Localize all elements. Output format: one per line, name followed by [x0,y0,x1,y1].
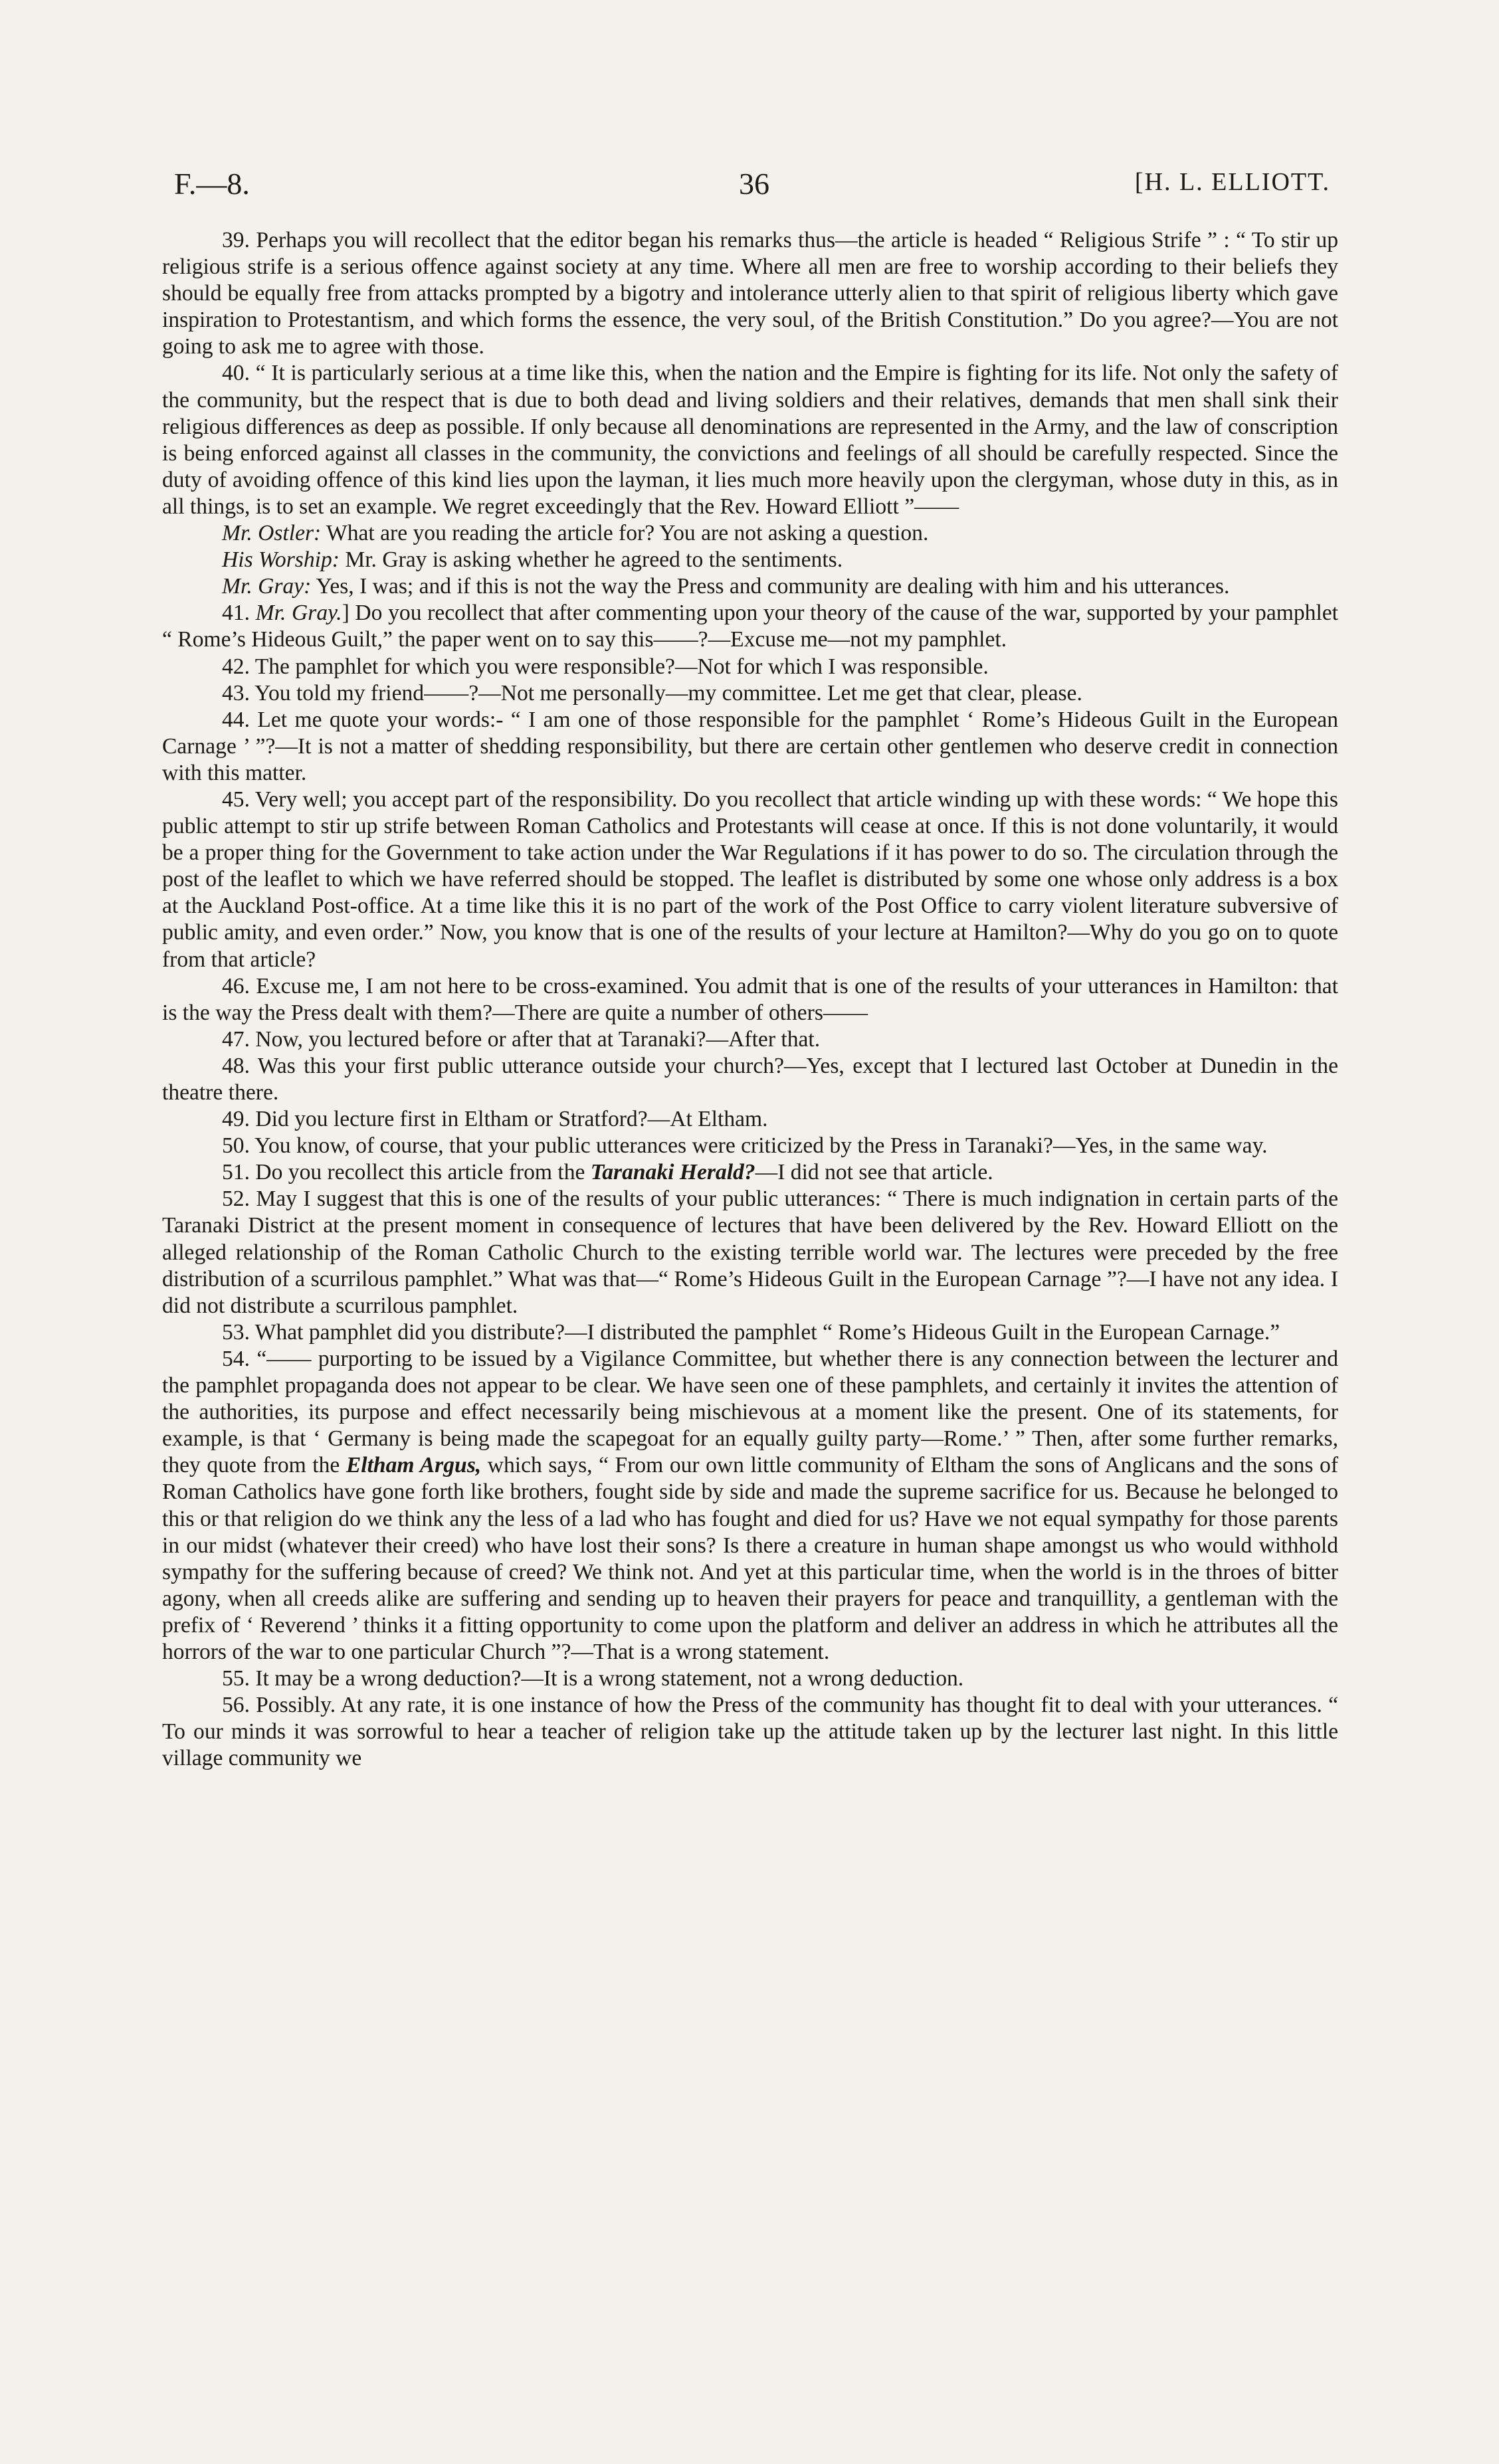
paragraph-42: 42. The pamphlet for which you were responsible?—Not for which I was responsible. [222,654,989,679]
paragraph-41: 41. Mr. Gray.] Do you recollect that after commenting upon your theory of the cause of the war, supported by your pamphlet “ Rome’s Hideous Guilt,” the paper went on to say this——?—Excuse me—not my pamphlet. [162,601,1339,652]
page-header [174,166,1330,213]
paragraph-50: 50. You know, of course, that your public utterances were criticized by the Press in Taranaki?—Yes, in the same way. [222,1133,1268,1159]
paragraph-54: 54. “—— purporting to be issued by a Vigilance Committee, but whether there is any connection between the lecturer and the pamphlet propaganda does not appear to be clear. We have seen one of these pamphlets, and certainly it invites the attention of the authorities, its purpose and effect necessarily being mischievous at a moment like the present. One of its statements, for example, is that ‘ Germany is being made the scapegoat for an equally guilty party—Rome.’ ” Then, after some further remarks, they quote from the Eltham Argus, which says, “ From our own little community of Eltham the sons of Anglicans and the sons of Roman Catholics have gone forth like brothers, fought side by side and made the supreme sacrifice for us. Because he belonged to this or that religion do we think any the less of a lad who has fought and died for us? Have we not equal sympathy for those parents in our midst (whatever their creed) who have lost their sons? Is there a creature in human shape amongst us who would withhold sympathy for the suffering because of creed? We think not. And yet at this particular time, when the world is in the throes of bitter agony, when all creeds alike are suffering and sending up to heaven their prayers for peace and tranquillity, a gentleman with the prefix of ‘ Reverend ’ thinks it a fitting opportunity to come upon the platform and deliver an address in which he attributes all the horrors of the war to one particular Church ”?—That is a wrong statement. [162,1346,1339,1664]
paragraph-49: 49. Did you lecture first in Eltham or Stratford?—At Eltham. [222,1107,768,1132]
witness-name: [H. L. ELLIOTT. [1134,168,1330,196]
paragraph-gray: Mr. Gray: Yes, I was; and if this is not the way the Press and community are dealing with him and his utterances. [222,574,1230,599]
speaker-label: Mr. Ostler: [222,521,322,546]
paragraph-56: 56. Possibly. At any rate, it is one instance of how the Press of the community has thought fit to deal with your utterances. “ To our minds it was sorrowful to hear a teacher of religion take up the attitude taken up by the lecturer last night. In this little village community we [162,1693,1338,1771]
paragraph-53: 53. What pamphlet did you distribute?—I distributed the pamphlet “ Rome’s Hideous Guilt in the European Carnage.” [222,1319,1280,1345]
paragraph-46: 46. Excuse me, I am not here to be cross-examined. You admit that is one of the results of your utterances in Hamilton: that is the way the Press dealt with them?—There are quite a number of others—— [162,973,1338,1025]
paragraph-47: 47. Now, you lectured before or after that at Taranaki?—After that. [222,1026,821,1052]
paragraph-48: 48. Was this your first public utterance outside your church?—Yes, except that I lectured last October at Dunedin in the theatre there. [162,1053,1338,1105]
paragraph-55: 55. It may be a wrong deduction?—It is a wrong statement, not a wrong deduction. [222,1666,964,1691]
paragraph-51: 51. Do you recollect this article from the Taranaki Herald?—I did not see that article. [222,1160,993,1185]
paragraph-44: 44. Let me quote your words:- “ I am one of those responsible for the pamphlet ‘ Rome’s Hideous Guilt in the European Carnage ’ ”?—It is not a matter of shedding responsibility, but there are certain other gentlemen who deserve credit in connection with this matter. [162,707,1338,785]
newspaper-title: Eltham Argus, [346,1453,482,1478]
newspaper-title: Taranaki Herald? [590,1160,755,1185]
speaker-label: His Worship: [222,547,340,573]
paragraph-43: 43. You told my friend——?—Not me personally—my committee. Let me get that clear, please. [222,680,1082,706]
paragraph-40: 40. “ It is particularly serious at a time like this, when the nation and the Empire is fighting for its life. Not only the safety of the community, but the respect that is due to both dead and living soldiers and their relatives, demands that men shall sink their religious differences as deep as possible. If only because all denominations are represented in the Army, and the law of conscription is being enforced against all classes in the community, the convictions and feelings of all should be carefully respected. Since the duty of avoiding offence of this kind lies upon the layman, it lies much more heavily upon the clergyman, whose duty in this, as in all things, is to set an example. We regret exceedingly that the Rev. Howard Elliott ”—— [162,361,1338,519]
paragraph-his-worship: His Worship: Mr. Gray is asking whether he agreed to the sentiments. [222,547,843,573]
speaker-label: Mr. Gray: [222,574,312,599]
paper-reference: F.—8. [174,167,250,201]
paragraph-52: 52. May I suggest that this is one of the results of your public utterances: “ There is much indignation in certain parts of the Taranaki District at the present moment in consequence of lectures that have been delivered by the Rev. Howard Elliott on the alleged relationship of the Roman Catholic Church to the existing terrible world war. The lectures were preceded by the free distribution of a scurrilous pamphlet.” What was that—“ Rome’s Hideous Guilt in the European Carnage ”?—I have not any idea. I did not distribute a scurrilous pamphlet. [162,1186,1338,1318]
paragraph-39: 39. Perhaps you will recollect that the editor began his remarks thus—the article is headed “ Religious Strife ” : “ To stir up religious strife is a serious offence against society at any time. Where all men are free to worship according to their beliefs they should be equally free from attacks prompted by a bigotry and intolerance utterly alien to that spirit of religious liberty which gave inspiration to Protestantism, and which forms the essence, the very soul, of the British Constitution.” Do you agree?—You are not going to ask me to agree with those. [162,228,1338,359]
paragraph-45: 45. Very well; you accept part of the responsibility. Do you recollect that article winding up with these words: “ We hope this public attempt to stir up strife between Roman Catholics and Protestants will cease at once. If this is not done voluntarily, it would be a proper thing for the Government to take action under the War Regulations if it has power to do so. The circulation through the post of the leaflet to which we have referred should be stopped. The leaflet is distributed by some one whose only address is a box at the Auckland Post-office. At a time like this it is no part of the work of the Post Office to carry violent literature subversive of public amity, and even order.” Now, you know that is one of the results of your lecture at Hamilton?—Why do you go on to quote from that article? [162,787,1338,972]
page-number: 36 [739,167,769,201]
paragraph-ostler: Mr. Ostler: What are you reading the article for? You are not asking a question. [222,521,929,546]
speaker-label: Mr. Gray. [255,601,342,626]
page-body [162,227,1338,1772]
